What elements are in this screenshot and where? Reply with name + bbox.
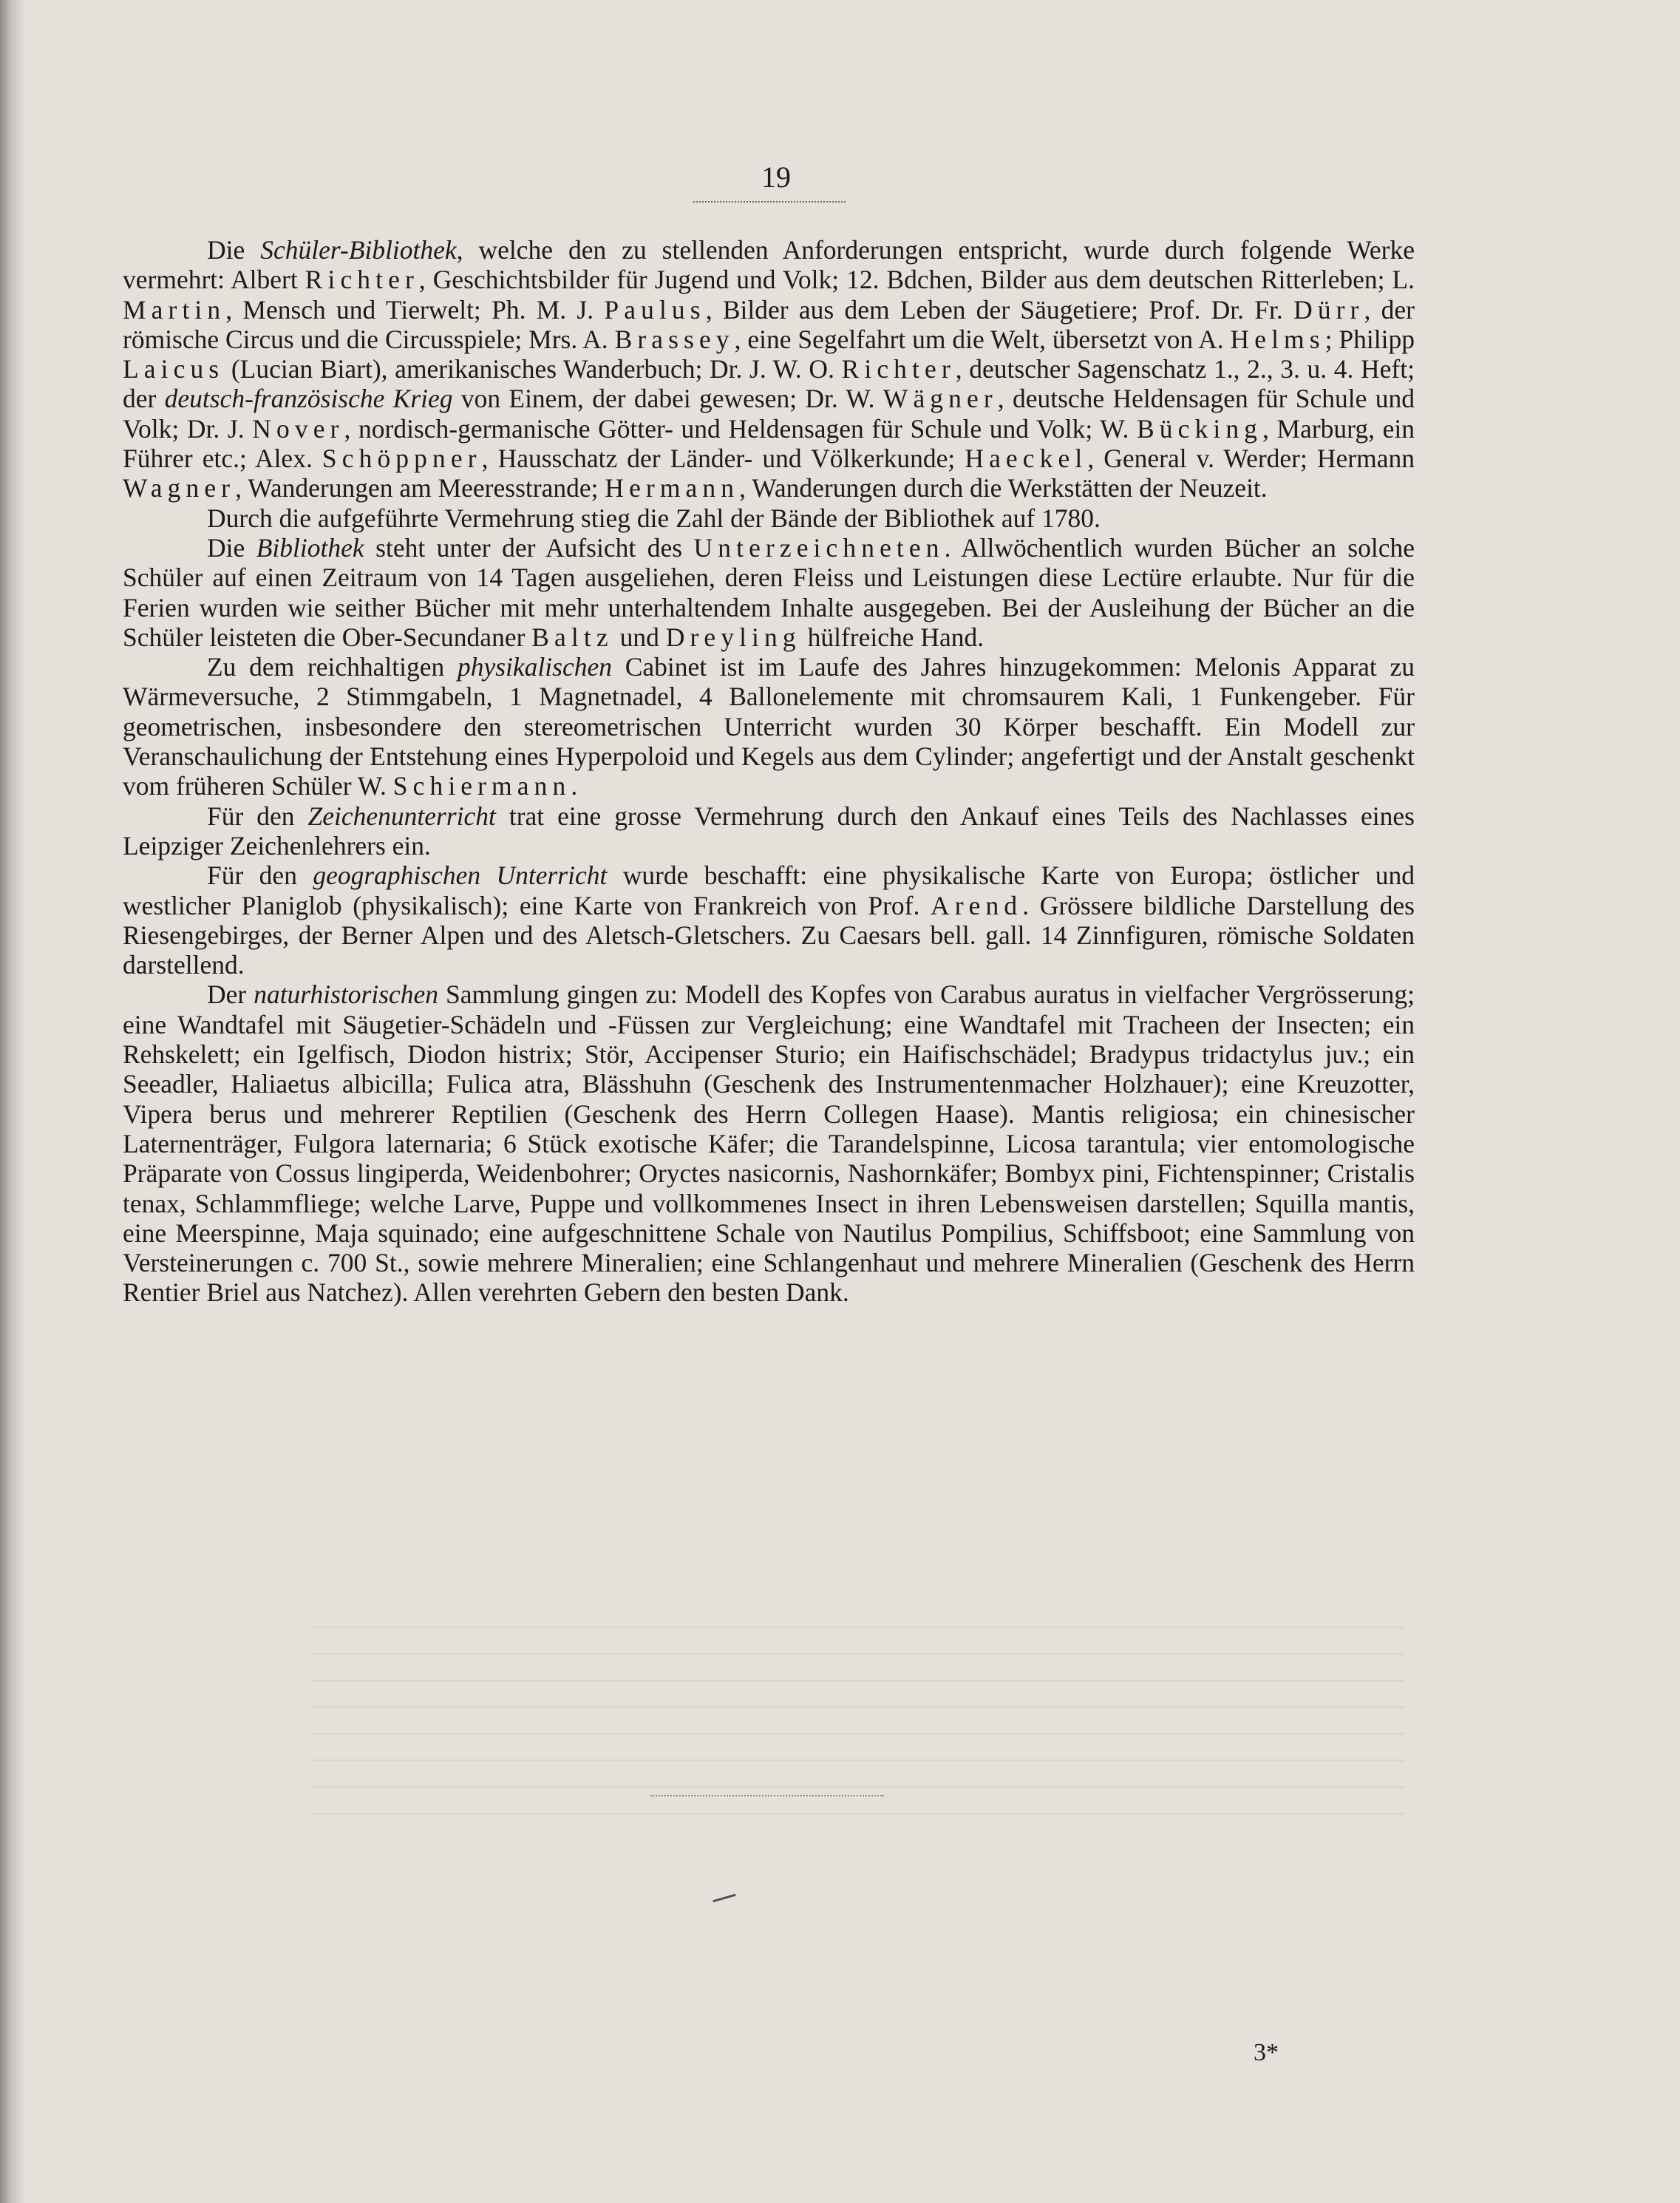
text-run: Durch die aufgeführte Vermehrung stieg die Zahl der Bände der Bibliothek auf 1780.: [207, 503, 1101, 533]
italic-term: naturhistorischen: [254, 980, 439, 1010]
spaced-name: Dürr: [1293, 294, 1364, 325]
text-run: , deutscher Sagenschatz 1., 2., 3. u. 4. Heft; der: [123, 354, 1415, 414]
spaced-name: Paulus: [604, 294, 706, 325]
italic-term: Schüler-Bibliothek,: [260, 235, 463, 265]
spaced-name: Schöppner: [322, 444, 482, 474]
text-run: wurde beschafft: eine physikalische Karte von Europa; östlicher und westlicher Planiglob (physikalisch); eine Karte von Frankreich von Prof.: [123, 861, 1415, 920]
text-run: . Allwöchentlich wurden Bücher an solche Schüler auf einen Zeitraum von 14 Tagen ausgeliehen, deren Fleiss und Leistungen diese Lectüre erlaubte. Nur für die Ferien wurden wie seither Bücher mit mehr unterhaltendem Inhalte ausgegeben. Bei der Ausleihung der Bücher an die Schüler leisteten die Ober-Secundaner: [123, 532, 1415, 652]
text-run: Für den: [207, 801, 308, 831]
text-run: Sammlung gingen zu: Modell des Kopfes von Carabus auratus in vielfacher Vergrösserung; eine Wandtafel mit Säugetier-Schädeln und -Füssen zur Vergleichung; eine Wandtafel mit Tracheen der Insecten; ein Rehskelett; ein Igelfisch, Diodon histrix; Stör, Accipenser Sturio; ein Haifischschädel; Bradypus tridactylus juv.; ein Seeadler, Haliaetus albicilla; Fulica atra, Blässhuhn (Geschenk des Instrumentenmacher Holzhauer); eine Kreuzotter, Vipera berus und mehrerer Reptilien (Geschenk des Herrn Collegen Haase). Mantis religiosa; ein chinesischer Laternenträger, Fulgora laternaria; 6 Stück exotische Käfer; die Tarandelspinne, Licosa tarantula; vier entomologische Präparate von Cossus lingiperda, Weidenbohrer; Oryctes nasicornis, Nashornkäfer; Bombyx pini, Fichtenspinner; Cristalis tenax, Schlammfliege; welche Larve, Puppe und vollkommenes Insect in ihren Lebensweisen darstellen; Squilla mantis, eine Meerspinne, Maja squinado; eine aufgeschnittene Schale von Nautilus Pompilius, Schiffsboot; eine Sammlung von Versteinerungen c. 700 St., sowie mehrere Mineralien; eine Schlangenhaut und mehrere Mineralien (Geschenk des Herrn Rentier Briel aus Natchez). Allen verehrten Gebern den besten Dank.: [123, 980, 1415, 1308]
text-run: , Mensch und Tierwelt; Ph. M. J.: [225, 294, 605, 325]
signature-mark: 3*: [1254, 2039, 1279, 2066]
spaced-name: Schiermann: [392, 771, 571, 801]
text-run: Für den: [207, 861, 313, 891]
spaced-name: Wägner: [882, 384, 998, 414]
spaced-name: Arend: [930, 890, 1023, 920]
spaced-name: Brassey: [614, 324, 735, 354]
text-run: Der: [207, 980, 254, 1010]
italic-term: Bibliothek: [256, 532, 364, 563]
spaced-name: Baltz: [531, 622, 613, 652]
text-run: und: [613, 622, 666, 652]
text-run: von Einem, der dabei gewesen; Dr. W.: [452, 384, 883, 414]
text-run: , Geschichtsbilder für Jugend und Volk; 12. Bdchen, Bilder aus dem deutschen Ritterleben; L.: [418, 265, 1415, 295]
italic-term: physikalischen: [457, 652, 612, 682]
spaced-name: Richter: [841, 354, 956, 384]
footer-rule: [650, 1795, 884, 1796]
spaced-name: Martin: [123, 294, 226, 325]
text-run: , Wanderungen am Meeresstrande;: [235, 473, 605, 503]
text-run: hülfreiche Hand.: [800, 622, 984, 652]
spaced-name: Richter: [305, 265, 419, 295]
spaced-name: Nover: [252, 413, 344, 444]
header-rule: [693, 201, 846, 203]
text-run: steht unter der Aufsicht des: [364, 532, 694, 563]
paragraph-physikalisches-cabinet: [123, 652, 1415, 801]
text-run: trat eine grosse Vermehrung durch den Ankauf eines Teils des Nachlasses eines Leipziger Zeichenlehrers ein.: [123, 801, 1415, 861]
text-run: , nordisch-germanische Götter- und Heldensagen für Schule und Volk; W.: [344, 413, 1137, 444]
text-run: , Bilder aus dem Leben der Säugetiere; Prof. Dr. Fr.: [705, 294, 1294, 325]
text-run: , General v. Werder; Hermann: [1087, 444, 1415, 474]
spaced-name: Dreyling: [665, 622, 801, 652]
text-run: .: [571, 771, 578, 801]
text-run: . Grössere bildliche Darstellung des Riesengebirges, der Berner Alpen und des Aletsch-Gletschers. Zu Caesars bell. gall. 14 Zinnfiguren, römische Soldaten darstellend.: [123, 890, 1415, 980]
italic-term: Zeichenunterricht: [307, 801, 496, 831]
text-run: (Lucian Biart), amerikanisches Wanderbuch; Dr. J. W. O.: [224, 354, 842, 384]
paragraph-schueler-bibliothek: [123, 235, 1415, 503]
spaced-name: Laicus: [123, 354, 225, 384]
paragraph-zeichenunterricht: [123, 801, 1415, 861]
text-run: Die: [207, 532, 256, 563]
text-run: Zu dem reichhaltigen: [207, 652, 458, 682]
page-number: 19: [761, 160, 791, 194]
text-run: , der römische Circus und die Circusspiele; Mrs. A.: [123, 294, 1415, 354]
body-text: [123, 235, 1415, 1308]
show-through-ghost-text: [310, 1626, 1404, 1819]
text-run: , Wanderungen durch die Werkstätten der Neuzeit.: [739, 473, 1268, 503]
text-run: Cabinet ist im Laufe des Jahres hinzugekommen: Melonis Apparat zu Wärmeversuche, 2 Stimmgabeln, 1 Magnetnadel, 4 Ballonelemente mit chromsaurem Kali, 1 Funkengeber. Für geometrischen, insbesondere den stereometrischen Unterricht wurden 30 Körper beschafft. Ein Modell zur Veranschaulichung der Entstehung eines Hyperpoloid und Kegels aus dem Cylinder; angefertigt und der Anstalt geschenkt vom früheren Schüler W.: [123, 652, 1415, 801]
spaced-name: Unterzeichneten: [693, 532, 945, 563]
paragraph-geographischer-unterricht: [123, 861, 1415, 980]
text-run: ; Philipp: [1324, 324, 1415, 354]
text-run: Die: [207, 235, 261, 265]
paragraph-naturhistorische-sammlung: [123, 980, 1415, 1307]
paragraph-vermehrung: [123, 503, 1415, 533]
spaced-name: Helms: [1230, 324, 1325, 354]
text-run: , Hausschatz der Länder- und Völkerkunde;: [481, 444, 965, 474]
italic-term: geographischen Unterricht: [313, 861, 608, 891]
italic-term: deutsch-französische Krieg: [164, 384, 453, 414]
paragraph-bibliothek-aufsicht: [123, 533, 1415, 652]
text-run: , deutsche Heldensagen für Schule und Volk; Dr. J.: [123, 384, 1415, 444]
page-edge-shadow: [0, 0, 25, 2203]
ink-mark: [713, 1894, 736, 1903]
spaced-name: Hermann: [605, 473, 740, 503]
text-run: welche den zu stellenden Anforderungen entspricht, wurde durch folgende Werke vermehrt: Albert: [123, 235, 1415, 295]
spaced-name: Bücking: [1137, 413, 1263, 444]
text-run: , Marburg, ein Führer etc.; Alex.: [123, 413, 1415, 474]
spaced-name: Haeckel: [965, 444, 1088, 474]
text-run: , eine Segelfahrt um die Welt, übersetzt von A.: [734, 324, 1231, 354]
spaced-name: Wagner: [123, 473, 236, 503]
